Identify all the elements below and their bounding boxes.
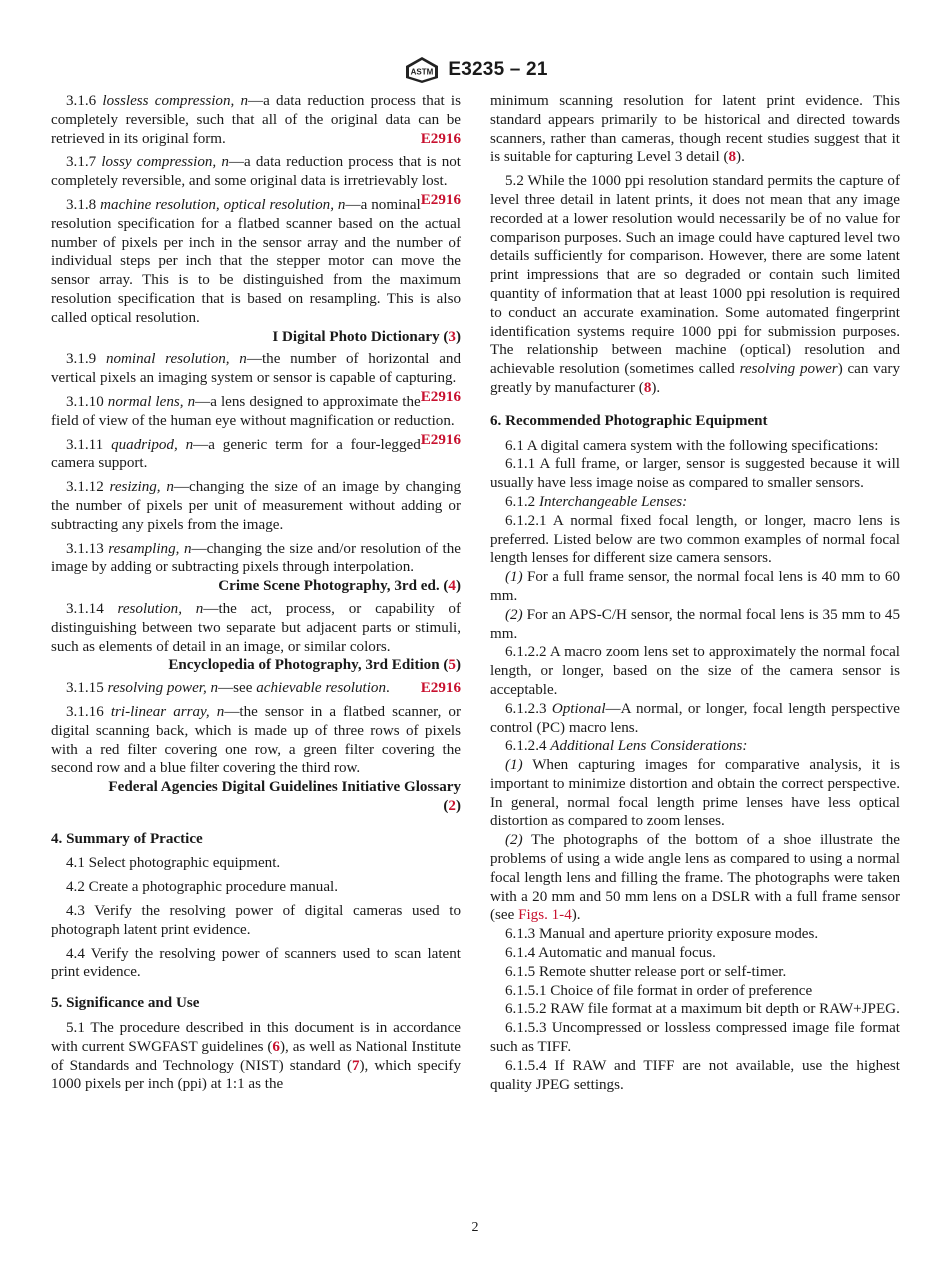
paragraph-5-1: 5.1 The procedure described in this document is in accordance with current SWGFAST guidelines (6), as well as National Institute of Standards and Technology (NIST) standard (7), which specify 1000 pixels per inch (ppi) at 1:1 as the xyxy=(51,1020,461,1093)
figure-link[interactable]: Figs. 1-4 xyxy=(518,907,572,924)
list-item: (1) When capturing images for comparative analysis, it is important to minimize distortion and obtain the correct perspective. In general, normal focal length prime lenses have less optical distortion as compared to zoom lenses. xyxy=(490,757,900,830)
paragraph-6-1-2: 6.1.2 Interchangeable Lenses: xyxy=(505,493,688,510)
paragraph-4-4: 4.4 Verify the resolving power of scanners used to scan latent print evidence. xyxy=(51,945,461,981)
paragraph-6-1-1: 6.1.1 A full frame, or larger, sensor is suggested because it will usually have less image noise as compared to smaller sensors. xyxy=(490,456,900,492)
paragraph-6-1-2-4: 6.1.2.4 Additional Lens Considerations: xyxy=(505,738,748,755)
right-column xyxy=(490,92,900,1094)
definition-3-1-16: 3.1.16 tri-linear array, n—the sensor in a flatbed scanner, or digital scanning back, which is made up of three rows of pixels with a red filter covering one row, a green filter covering the second row and a blue filter covering the third row. xyxy=(51,703,462,777)
paragraph-6-1-5-3: 6.1.5.3 Uncompressed or lossless compressed image file format such as TIFF. xyxy=(490,1020,900,1056)
paragraph-6-1-2-1: 6.1.2.1 A normal fixed focal length, or longer, macro lens is preferred. Listed below are two common examples of normal focal length lenses for different size camera sensors. xyxy=(490,512,900,567)
paragraph-6-1-3: 6.1.3 Manual and aperture priority exposure modes. xyxy=(505,926,819,943)
list-item: (2) The photographs of the bottom of a shoe illustrate the problems of using a wide angle lens as compared to using a normal focal length lens and filling the frame. The photographs were taken with a 20 mm and 50 mm lens on a DSLR with a full frame sensor (see Figs. 1-4). xyxy=(490,832,900,924)
paragraph-6-1-5-2: 6.1.5.2 RAW file format at a maximum bit depth or RAW+JPEG. xyxy=(505,1001,900,1018)
section-heading: 6. Recommended Photographic Equipment xyxy=(490,412,768,429)
paragraph-4-3: 4.3 Verify the resolving power of digital cameras used to photograph latent print evidence. xyxy=(51,903,461,938)
paragraph-5-1-continued: minimum scanning resolution for latent print evidence. This standard appears primarily to be historical and directed towards scanners, rather than cameras, though recent studies suggest that it is suitable for capturing Level 3 detail (8). xyxy=(490,93,900,166)
astm-logo-icon xyxy=(402,56,442,84)
definition-3-1-12: 3.1.12 resizing, n—changing the size of an image by changing the number of pixels per unit of measurement without adding or subtracting any pixels from the image. xyxy=(51,479,461,533)
paragraph-6-1-2-3: 6.1.2.3 Optional—A normal, or longer, focal length perspective control (PC) macro lens. xyxy=(490,700,901,736)
paragraph-6-1-5: 6.1.5 Remote shutter release port or self-timer. xyxy=(505,963,787,980)
source-citation: Crime Scene Photography, 3rd ed. (4) xyxy=(218,578,461,595)
page-number: 2 xyxy=(471,1220,479,1235)
svg-text:ASTM: ASTM xyxy=(411,67,434,77)
definition-3-1-6: 3.1.6 lossless compression, n—a data reduction process that is completely reversible, such that all of the original data can be retrieved in its original form. E2916 xyxy=(51,93,461,147)
paragraph-6-1-5-4: 6.1.5.4 If RAW and TIFF are not available, use the highest quality JPEG settings. xyxy=(490,1057,900,1093)
list-item: (1) For a full frame sensor, the normal focal lens is 40 mm to 60 mm. xyxy=(490,569,900,604)
paragraph-6-1-4: 6.1.4 Automatic and manual focus. xyxy=(505,945,716,962)
paragraph-6-1-2-2: 6.1.2.2 A macro zoom lens set to approximately the normal focal length, or longer, based on the size of the camera sensor is acceptable. xyxy=(490,644,900,698)
left-column xyxy=(51,92,461,1099)
paragraph-4-2: 4.2 Create a photographic procedure manual. xyxy=(66,879,338,896)
paragraph-6-1: 6.1 A digital camera system with the following specifications: xyxy=(505,437,879,454)
section-heading: 5. Significance and Use xyxy=(51,995,200,1012)
definition-3-1-10: 3.1.10 normal lens, n—a lens designed to approximate the field of view of the human eye without magnification or reduction. E2916 xyxy=(51,393,461,448)
source-citation: I Digital Photo Dictionary (3) xyxy=(272,328,461,345)
page-header xyxy=(0,56,950,89)
paragraph-6-1-5-1: 6.1.5.1 Choice of file format in order of preference xyxy=(505,982,813,999)
section-heading: 4. Summary of Practice xyxy=(51,830,203,847)
definition-3-1-9: 3.1.9 nominal resolution, n—the number of horizontal and vertical pixels an imaging system or sensor is capable of capturing. E2916 xyxy=(51,351,462,405)
definition-3-1-8: 3.1.8 machine resolution, optical resolution, n—a nominal resolution specification for a flatbed scanner based on the actual number of pixels per inch in the sensor array and the number of individual steps per inch that the stepper motor can move the sensor array. This is to be distinguished from the maximum resolution specification that is based on resampling. This is also called optical resolution. xyxy=(51,196,461,326)
definition-3-1-11: 3.1.11 quadripod, n—a generic term for a four-legged camera support. xyxy=(51,436,421,472)
document-id: E3235 – 21 xyxy=(448,59,548,80)
definition-3-1-13: 3.1.13 resampling, n—changing the size and/or resolution of the image by adding or subtracting pixels through interpolation. xyxy=(51,540,461,576)
definition-3-1-7: 3.1.7 lossy compression, n—a data reduction process that is not completely reversible, and some original data is irretrievably lost. E2916 xyxy=(51,154,462,208)
source-citation: Federal Agencies Digital Guidelines Initiative Glossary (2) xyxy=(108,779,461,814)
definition-3-1-15: 3.1.15 resolving power, n—see achievable resolution. E2916 xyxy=(66,680,461,697)
paragraph-4-1: 4.1 Select photographic equipment. xyxy=(66,855,281,872)
list-item: (2) For an APS-C/H sensor, the normal focal lens is 35 mm to 45 mm. xyxy=(490,606,900,642)
definition-3-1-14: 3.1.14 resolution, n—the act, process, or capability of distinguishing between two separate but adjacent parts or stimuli, such as elements of detail in an image, or similar colors. xyxy=(51,600,461,655)
paragraph-5-2: 5.2 While the 1000 ppi resolution standard permits the capture of level three detail in latent prints, it does not mean that any image recorded at a lower resolution would necessarily be of no value for comparison purposes. Such an image could have captured level two details sufficiently for comparison. However, there are some latent print impressions that are so degraded or contain such limited quantity of information that at least 1000 ppi resolution is required to conduct an accurate examination. Some automated fingerprint identification systems require 1000 ppi for submission purposes. The relationship between machine (optical) resolution and achievable resolution (sometimes called resolving power) can vary greatly by manufacturer (8). xyxy=(490,173,901,396)
source-citation: Encyclopedia of Photography, 3rd Edition (5) xyxy=(168,657,461,674)
